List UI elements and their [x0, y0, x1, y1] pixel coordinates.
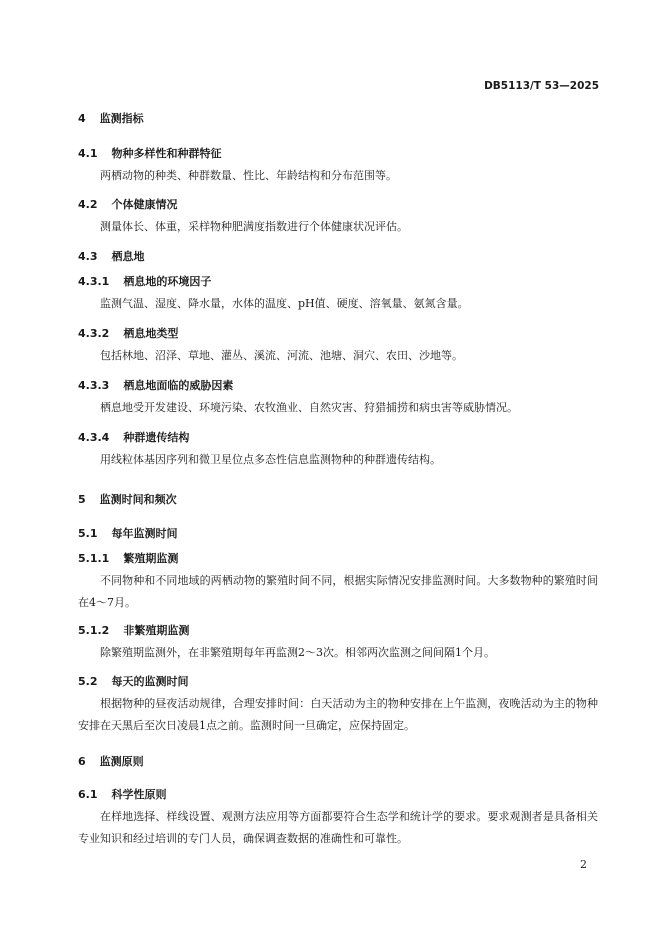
paragraph-5-1-1: 不同物种和不同地域的两栖动物的繁殖时间不同，根据实际情况安排监测时间。大多数物种的繁殖时间在4～7月。: [78, 574, 598, 609]
paragraph-4-3-3: 栖息地受开发建设、环境污染、农牧渔业、自然灾害、狩猎捕捞和病虫害等威胁情况。: [100, 401, 518, 414]
heading-5-1-2: [78, 622, 189, 638]
heading-number: 4.3.4: [78, 431, 110, 444]
heading-number: 5.1.2: [78, 624, 110, 637]
heading-4-1: [78, 145, 222, 161]
heading-title: 个体健康情况: [111, 198, 178, 211]
heading-number: 4.3.3: [78, 379, 110, 392]
heading-title: 繁殖期监测: [123, 552, 179, 565]
paragraph-4-3-4: 用线粒体基因序列和微卫星位点多态性信息监测物种的种群遗传结构。: [100, 453, 441, 466]
heading-number: 6.1: [78, 788, 98, 801]
paragraph-4-2: 测量体长、体重，采样物种肥满度指数进行个体健康状况评估。: [100, 220, 408, 233]
heading-4-3-4: [78, 429, 189, 445]
page-number: 2: [580, 858, 587, 871]
heading-number: 4: [78, 112, 86, 125]
heading-title: 监测原则: [99, 755, 144, 768]
heading-title: 科学性原则: [111, 788, 167, 801]
heading-title: 每年监测时间: [111, 527, 178, 540]
paragraph-4-3-1: 监测气温、湿度、降水量，水体的温度、pH值、硬度、溶氧量、氨氮含量。: [100, 297, 469, 310]
heading-number: 4.3.1: [78, 275, 110, 288]
heading-6-1: [78, 786, 167, 802]
heading-number: 5.1.1: [78, 552, 110, 565]
heading-5-1: [78, 525, 178, 541]
heading-4-3-2: [78, 325, 178, 341]
heading-title: 监测指标: [99, 112, 144, 125]
heading-title: 栖息地面临的威胁因素: [123, 379, 234, 392]
heading-5-1-1: [78, 550, 178, 566]
heading-title: 非繁殖期监测: [123, 624, 190, 637]
heading-title: 每天的监测时间: [111, 675, 189, 688]
heading-5: [78, 491, 177, 507]
heading-4-3-3: [78, 377, 233, 393]
heading-4-3: [78, 248, 145, 264]
heading-number: 4.2: [78, 198, 98, 211]
paragraph-4-1: 两栖动物的种类、种群数量、性比、年龄结构和分布范围等。: [100, 169, 397, 182]
heading-title: 栖息地: [111, 250, 145, 263]
heading-number: 6: [78, 755, 86, 768]
document-id: DB5113/T 53—2025: [484, 80, 599, 92]
heading-number: 5.1: [78, 527, 98, 540]
paragraph-6-1: 在样地选择、样线设置、观测方法应用等方面都要符合生态学和统计学的要求。要求观测者是具备相关专业知识和经过培训的专门人员，确保调查数据的准确性和可靠性。: [78, 810, 598, 845]
heading-4-2: [78, 196, 178, 212]
heading-title: 物种多样性和种群特征: [111, 147, 222, 160]
heading-4-3-1: [78, 273, 211, 289]
heading-number: 4.3: [78, 250, 98, 263]
heading-5-2: [78, 673, 189, 689]
heading-title: 种群遗传结构: [123, 431, 190, 444]
heading-6: [78, 753, 144, 769]
heading-title: 监测时间和频次: [99, 493, 177, 506]
heading-number: 4.3.2: [78, 327, 110, 340]
paragraph-4-3-2: 包括林地、沼泽、草地、灌丛、溪流、河流、池塘、洞穴、农田、沙地等。: [100, 349, 463, 362]
heading-4: [78, 110, 144, 126]
heading-number: 5.2: [78, 675, 98, 688]
heading-number: 4.1: [78, 147, 98, 160]
heading-title: 栖息地的环境因子: [123, 275, 212, 288]
heading-number: 5: [78, 493, 86, 506]
heading-title: 栖息地类型: [123, 327, 179, 340]
paragraph-5-1-2: 除繁殖期监测外，在非繁殖期每年再监测2～3次。相邻两次监测之间间隔1个月。: [100, 646, 495, 659]
paragraph-5-2: 根据物种的昼夜活动规律，合理安排时间：白天活动为主的物种安排在上午监测，夜晚活动为主的物种安排在天黑后至次日凌晨1点之前。监测时间一旦确定，应保持固定。: [78, 697, 598, 732]
